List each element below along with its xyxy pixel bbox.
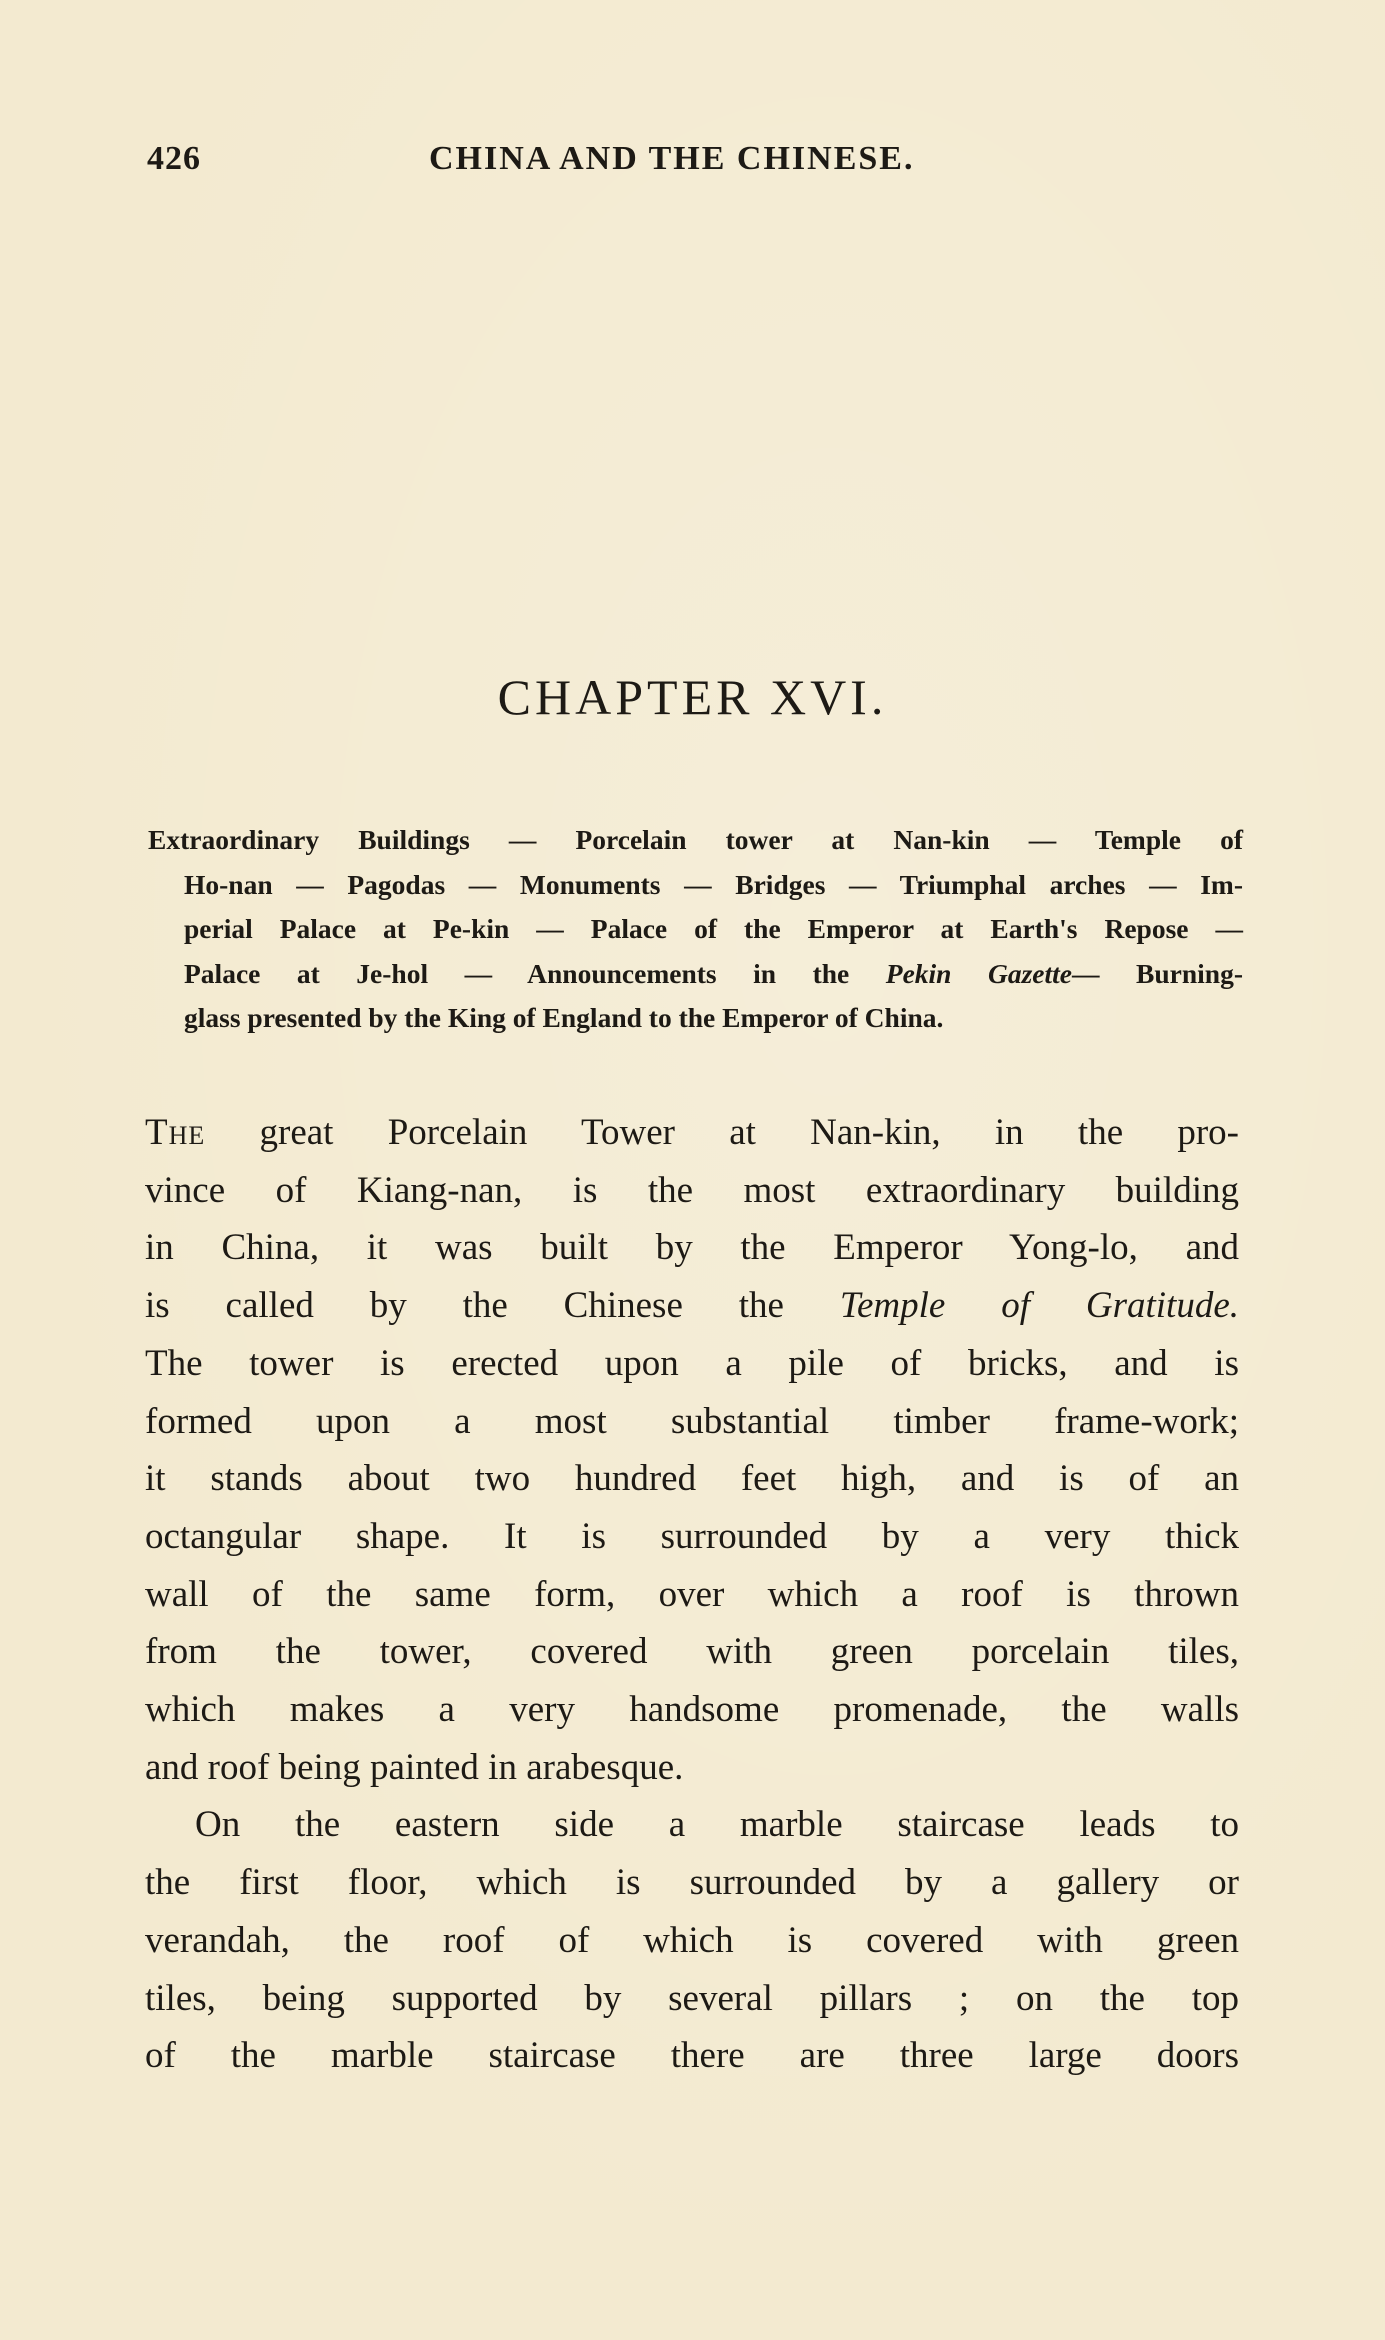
body-line: the first floor, which is surrounded by a gallery or bbox=[145, 1862, 1239, 1904]
body-line: The great Porcelain Tower at Nan-kin, in the pro- bbox=[145, 1112, 1240, 1153]
synopsis-italic-title: Pekin Gazette bbox=[885, 957, 1072, 989]
opening-word: The bbox=[145, 1112, 206, 1153]
body-line: formed upon a most substantial timber frame-work; bbox=[145, 1400, 1239, 1442]
body-line: from the tower, covered with green porcelain tiles, bbox=[145, 1631, 1239, 1673]
body-text bbox=[145, 1104, 1239, 2085]
page-number: 426 bbox=[147, 140, 201, 177]
synopsis-line: glass presented by the King of England to the Emperor of China. bbox=[184, 1002, 944, 1033]
body-line: which makes a very handsome promenade, the walls bbox=[145, 1689, 1239, 1731]
synopsis-line: Ho-nan — Pagodas — Monuments — Bridges — Triumphal arches — Im- bbox=[184, 868, 1243, 900]
italic-temple-name: Temple of Gratitude. bbox=[839, 1285, 1239, 1327]
body-line: in China, it was built by the Emperor Yong-lo, and bbox=[145, 1227, 1239, 1269]
body-line: tiles, being supported by several pillars ; on the top bbox=[145, 1977, 1239, 2019]
body-line: vince of Kiang-nan, is the most extraordinary building bbox=[145, 1169, 1239, 1211]
chapter-title: CHAPTER XVI. bbox=[497, 669, 888, 725]
body-line: is called by the Chinese the Temple of Gratitude. bbox=[145, 1285, 1239, 1327]
body-line: of the marble staircase there are three large doors bbox=[145, 2035, 1239, 2077]
synopsis-line: Palace at Je-hol — Announcements in the Pekin Gazette— Burning- bbox=[184, 957, 1243, 989]
chapter-synopsis bbox=[148, 818, 1243, 1041]
body-line: verandah, the roof of which is covered with green bbox=[145, 1919, 1239, 1961]
body-line: and roof being painted in arabesque. bbox=[145, 1746, 684, 1788]
body-line: On the eastern side a marble staircase leads to bbox=[195, 1804, 1239, 1846]
synopsis-line: perial Palace at Pe-kin — Palace of the Emperor at Earth's Repose — bbox=[184, 913, 1243, 944]
page-header bbox=[147, 140, 1239, 190]
body-line: wall of the same form, over which a roof is thrown bbox=[145, 1573, 1239, 1615]
body-line: The tower is erected upon a pile of bricks, and is bbox=[145, 1342, 1239, 1384]
synopsis-line: Extraordinary Buildings — Porcelain tower at Nan-kin — Temple of bbox=[148, 824, 1243, 855]
body-line: it stands about two hundred feet high, and is of an bbox=[145, 1458, 1239, 1500]
body-line: octangular shape. It is surrounded by a very thick bbox=[145, 1515, 1239, 1557]
running-title: CHINA AND THE CHINESE. bbox=[429, 140, 915, 177]
